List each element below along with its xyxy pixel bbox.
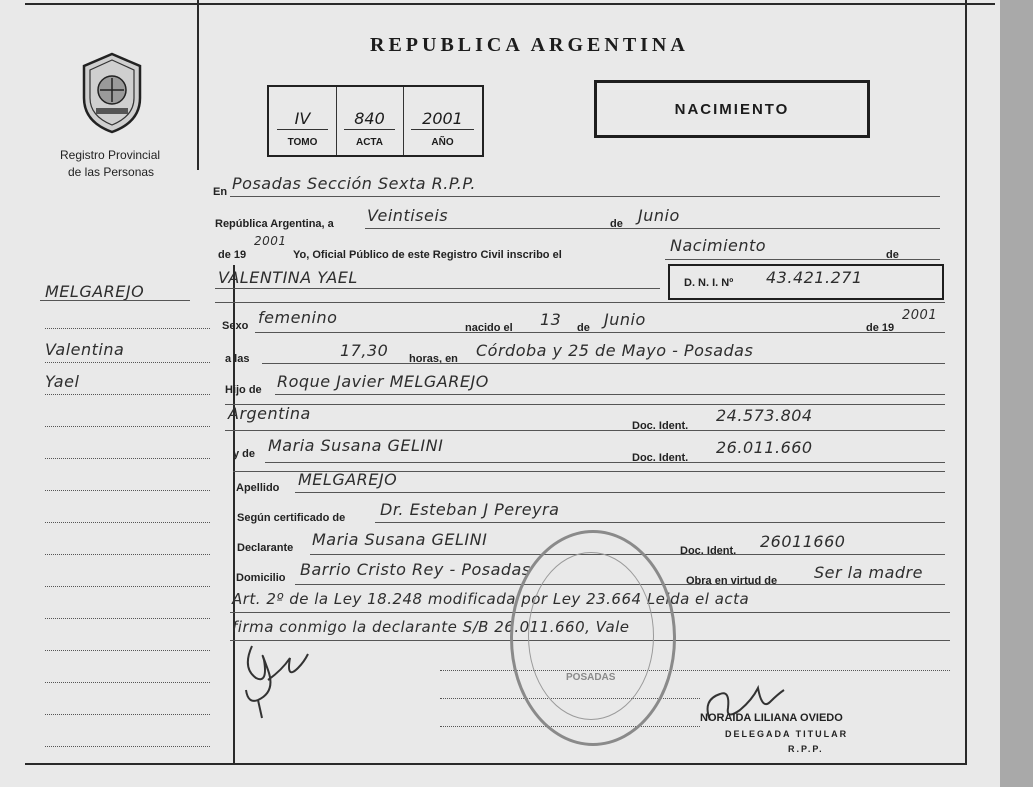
declarante-value: Maria Susana GELINI [312,530,488,549]
mother-doc: 26.011.660 [716,438,813,457]
ano-cell [403,87,482,155]
event-value: Nacimiento [670,236,767,255]
acta-value: 840 [354,109,385,128]
officer-text: Yo, Oficial Público de este Registro Civil inscribo el [293,249,562,261]
declarante-label: Declarante [237,542,294,554]
act-type-box: NACIMIENTO [594,80,870,138]
tomo-value: IV [294,109,311,128]
margin-name-1: Valentina [45,340,125,359]
ano-value: 2001 [422,109,463,128]
divider-top [197,0,199,170]
de-label-2: de [886,249,899,261]
top-border [25,3,995,5]
de-label: de [610,218,623,230]
nacido-label: nacido el [465,322,513,334]
year-over: 2001 [254,234,287,248]
domicilio-value: Barrio Cristo Rey - Posadas [300,560,531,579]
sexo-value: femenino [258,308,338,327]
page-edge [1000,0,1033,787]
book-reference-box [267,85,484,157]
day-words: Veintiseis [367,206,449,225]
official-stamp-inner [528,552,654,720]
acta-cell [336,87,404,155]
tomo-label: TOMO [287,137,318,148]
registry-line-1: Registro Provincial [60,148,161,162]
apellido-label: Apellido [236,482,280,494]
birth-month: Junio [604,310,646,329]
bottom-border [25,763,967,765]
declarant-signature-icon [238,640,318,720]
father-doc: 24.573.804 [716,406,813,425]
dni-box [668,264,944,300]
officer-name: NORAIDA LILIANA OVIEDO [700,712,843,724]
provincial-seal-icon [78,52,146,134]
doc-label: Doc. Ident. [632,420,689,432]
yde-label: y de [233,448,256,460]
obra-value: Ser la madre [814,563,923,582]
certificado-value: Dr. Esteban J Pereyra [380,500,560,519]
de-label-3: de [577,322,590,334]
month-value: Junio [638,206,680,225]
officer-title: DELEGADA TITULAR [725,729,849,739]
child-name: VALENTINA YAEL [218,268,358,287]
birth-year: 2001 [902,308,938,323]
legal-basis-line: Art. 2º de la Ley 18.248 modificada por Ley 23.664 Leida el acta [232,590,750,608]
acta-label: ACTA [355,137,384,148]
registry-line-2: de las Personas [68,165,155,179]
segun-label: Según certificado de [237,512,346,524]
doc-label-2: Doc. Ident. [632,452,689,464]
sexo-label: Sexo [222,320,249,332]
doc-label-3: Doc. Ident. [680,545,737,557]
de19-label: de 19 [866,322,895,334]
birth-place: Córdoba y 25 de Mayo - Posadas [476,341,754,360]
apellido-value: MELGAREJO [298,470,398,489]
margin-surname: MELGAREJO [45,282,145,301]
mother-name: Maria Susana GELINI [268,436,444,455]
father-name: Roque Javier MELGAREJO [277,372,489,391]
domicilio-label: Domicilio [236,572,286,584]
hijo-label: Hijo de [225,384,262,396]
margin-name-2: Yael [45,372,80,391]
birth-day: 13 [540,310,562,329]
signature-note-line: firma conmigo la declarante S/B 26.011.660, Vale [232,618,630,636]
tomo-cell [269,87,337,155]
right-border [965,0,967,765]
margin-divider [233,265,235,765]
year-prefix: de 19 [218,249,247,261]
ano-label: AÑO [431,137,454,148]
page-title: REPUBLICA ARGENTINA [370,34,689,56]
republica-label: República Argentina, a [215,218,334,230]
hour-value: 17,30 [340,341,389,360]
dni-value: 43.421.271 [766,268,863,287]
father-nationality: Argentina [228,404,311,423]
place-value: Posadas Sección Sexta R.P.P. [232,174,476,193]
dni-label: D. N. I. Nº [684,277,734,289]
en-label: En [213,186,228,198]
declarante-doc: 26011660 [760,532,846,551]
alas-label: a las [225,353,250,365]
stamp-text: POSADAS [566,672,616,683]
horas-label: horas, en [409,353,458,365]
obra-label: Obra en virtud de [686,575,778,587]
officer-office: R.P.P. [788,744,824,754]
